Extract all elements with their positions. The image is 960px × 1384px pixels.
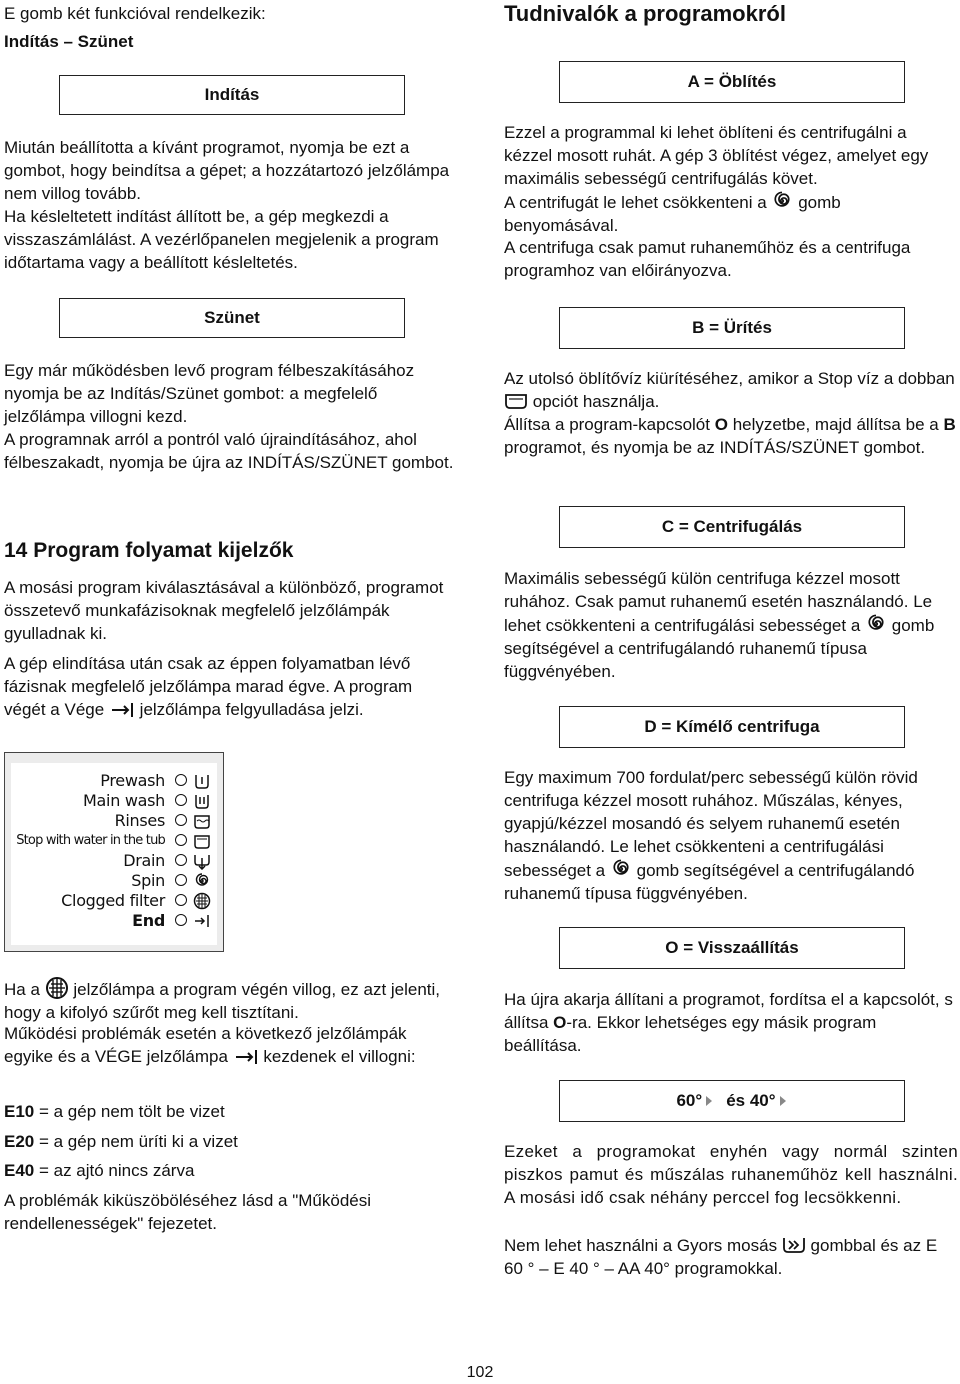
end-icon <box>233 1049 259 1065</box>
triangle-right-icon <box>704 1095 714 1107</box>
intro-subtitle: Indítás – Szünet <box>4 32 134 51</box>
spin-icon <box>865 613 887 635</box>
panel-row-rinses: Rinses <box>11 811 217 831</box>
start-paragraph-1: Miután beállította a kívánt programot, nyomja be ezt a gombot, hogy beindítsa a gépet; a hozzátartozó jelzőlámpa nem villog tovább. <box>4 138 450 203</box>
indicator-led <box>175 874 187 886</box>
box-60-40: 60° és 40° <box>559 1080 905 1122</box>
final-paragraph: A problémák kiküszöböléséhez lásd a "Működési rendellenességek" fejezetet. <box>4 1191 372 1233</box>
box-o: O = Visszaállítás <box>559 927 905 969</box>
spin-icon <box>771 190 793 212</box>
panel-row-clogged-filter: Clogged filter <box>11 891 217 911</box>
after-paragraph-1: Ha a jelzőlámpa a program végén villog, ez azt jelenti, hogy a kifolyó szűrőt meg kell tisztítani. <box>4 976 456 1024</box>
after-paragraph-2: Működési problémák esetén a következő jelzőlámpák egyike és a VÉGE jelzőlámpa kezdenek el villogni: <box>4 1024 416 1066</box>
c-paragraph-1: Maximális sebességű külön centrifuga kézzel mosott ruhához. Csak pamut ruhanemű esetén használandó. Le lehet csökkenteni a centrifugálási sebességet a gomb segítségével a centrifugálandó ruhanemű típusa függvényében. <box>504 569 935 681</box>
panel-row-end: End <box>11 911 217 931</box>
indicator-led <box>175 814 187 826</box>
indicator-led <box>175 834 187 846</box>
error-e40: E40 = az ajtó nincs zárva <box>4 1161 195 1180</box>
d-paragraph-1: Egy maximum 700 fordulat/perc sebességű külön rövid centrifuga kézzel mosott ruhához. Műszálas, kényes, gyapjú/kézzel mosandó és selyem ruhanemű esetén használandó. Le lehet csökkenteni a centrifugálási sebességet a gomb segítségével a centrifugálandó ruhanemű típusa függvényében. <box>504 768 918 903</box>
pause-paragraph-1: Egy már működésben levő program félbeszakításához nyomja be az Indítás/Szünet gombot: a megfelelő jelzőlámpa villogni kezd. <box>4 361 415 426</box>
stop-water-icon <box>504 392 528 410</box>
spin-icon <box>193 872 211 890</box>
error-e10: E10 = a gép nem tölt be vizet <box>4 1102 225 1121</box>
indicator-led <box>175 914 187 926</box>
f-paragraph-2: Nem lehet használni a Gyors mosás gombbal és az E 60 ° – E 40 ° – AA 40° programokkal. <box>504 1236 938 1278</box>
triangle-right-icon <box>778 1095 788 1107</box>
rinse-icon <box>193 812 211 830</box>
panel-row-drain: Drain <box>11 851 217 871</box>
indicator-led <box>175 774 187 786</box>
prewash-icon <box>193 772 211 790</box>
program-indicator-panel <box>4 752 224 952</box>
panel-inner <box>11 763 217 945</box>
panel-row-prewash: Prewash <box>11 771 217 791</box>
drain-icon <box>193 852 211 870</box>
b-paragraph-2: Állítsa a program-kapcsolót O helyzetbe, majd állítsa be a B programot, és nyomja be az INDÍTÁS/SZÜNET gombot. <box>504 415 956 457</box>
box-b: B = Ürítés <box>559 307 905 349</box>
end-icon <box>109 702 135 718</box>
pause-box: Szünet <box>59 298 405 338</box>
b-paragraph-1: Az utolsó öblítővíz kiürítéséhez, amikor a Stop víz a dobban opciót használja. <box>504 369 955 411</box>
start-box: Indítás <box>59 75 405 115</box>
section-paragraph-1: A mosási program kiválasztásával a különböző, programot összetevő munkafázisoknak megfelelő jelzőlámpák gyulladnak ki. <box>4 578 444 643</box>
section-title: 14 Program folyamat kijelzők <box>4 539 294 562</box>
panel-row-spin: Spin <box>11 871 217 891</box>
panel-row-main-wash: Main wash <box>11 791 217 811</box>
page-number: 102 <box>466 1364 494 1381</box>
panel-row-stop-water: Stop with water in the tub <box>11 831 217 851</box>
filter-icon <box>193 892 211 910</box>
a-paragraph-3: A centrifuga csak pamut ruhaneműhöz és a centrifuga programhoz van előirányozva. <box>504 238 911 280</box>
spin-icon <box>610 858 632 880</box>
filter-icon <box>45 976 69 1000</box>
box-d: D = Kímélő centrifuga <box>559 706 905 748</box>
o-paragraph-1: Ha újra akarja állítani a programot, fordítsa el a kapcsolót, s állítsa O-ra. Ekkor lehetséges egy másik program beállítása. <box>504 990 953 1055</box>
quick-wash-icon <box>782 1235 806 1255</box>
indicator-led <box>175 894 187 906</box>
a-paragraph-2: A centrifugát le lehet csökkenteni a gomb benyomásával. <box>504 190 958 237</box>
stop-water-icon <box>193 832 211 850</box>
a-paragraph-1: Ezzel a programmal ki lehet öblíteni és centrifugálni a kézzel mosott ruhát. A gép 3 öblítést végez, amelyet egy maximális sebességű centrifugálás követ. <box>504 123 929 188</box>
intro-line: E gomb két funkcióval rendelkezik: <box>4 4 266 23</box>
main-wash-icon <box>193 792 211 810</box>
pause-paragraph-2: A programnak arról a pontról való újraindításához, ahol félbeszakadt, nyomja be újra az INDÍTÁS/SZÜNET gombot. <box>4 430 454 472</box>
f-paragraph-1: Ezeket a programokat enyhén vagy normál szinten piszkos pamut és műszálas ruhaneműhöz kell használni. A mosási idő csak néhány perccel fog lecsökkenni. <box>504 1142 958 1207</box>
box-c: C = Centrifugálás <box>559 506 905 548</box>
error-e20: E20 = a gép nem üríti ki a vizet <box>4 1132 238 1151</box>
end-icon <box>193 912 211 930</box>
indicator-led <box>175 854 187 866</box>
section-paragraph-2: A gép elindítása után csak az éppen folyamatban lévő fázisnak megfelelő jelzőlámpa marad égve. A program végét a Vége jelzőlámpa felgyulladása jelzi. <box>4 654 413 719</box>
indicator-led <box>175 794 187 806</box>
right-header: Tudnivalók a programokról <box>504 1 786 26</box>
start-paragraph-2: Ha késleltetett indítást állított be, a gép megkezdi a visszaszámlálást. A vezérlőpanelen megjelenik a program időtartama vagy a beállított késleltetés. <box>4 207 439 272</box>
box-a: A = Öblítés <box>559 61 905 103</box>
